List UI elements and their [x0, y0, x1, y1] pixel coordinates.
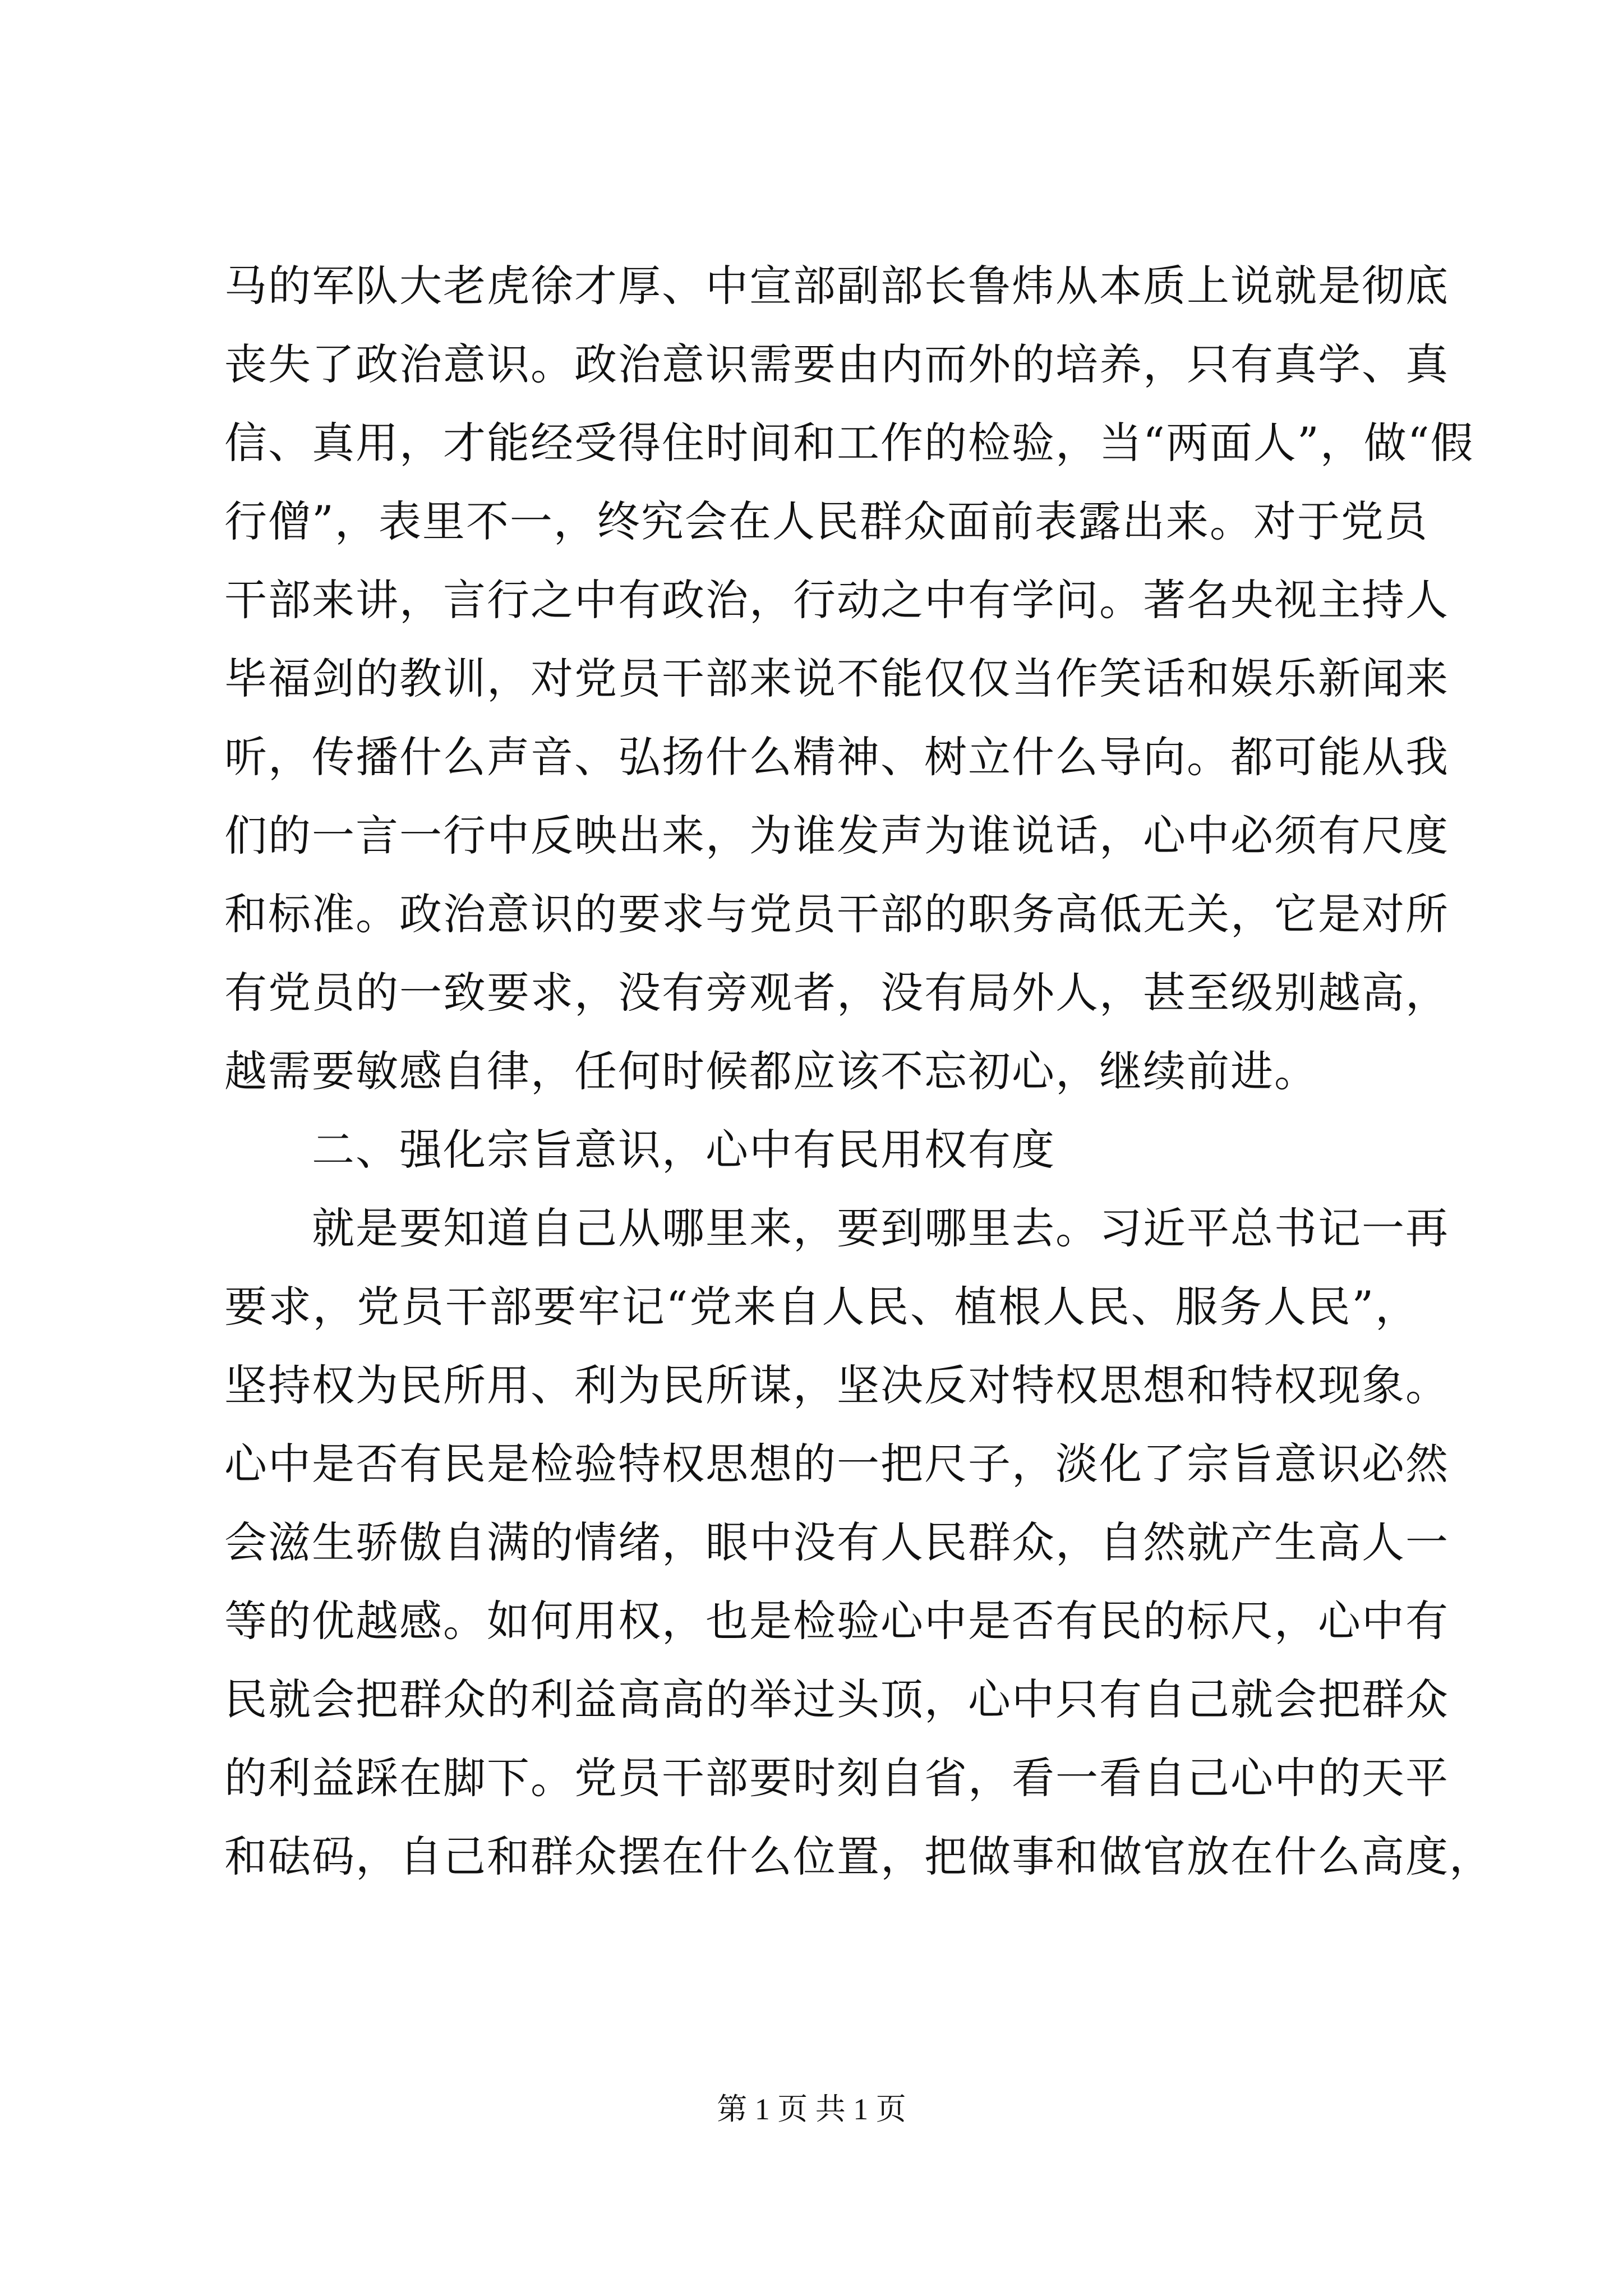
page-footer: 第 1 页 共 1 页 [717, 2092, 906, 2126]
text-line: 要求，党员干部要牢记“党来自人民、植根人民、服务人民”， [224, 1282, 1419, 1332]
body-text [224, 247, 1493, 1896]
text-line: 有党员的一致要求，没有旁观者，没有局外人，甚至级别越高， [224, 968, 1449, 1018]
text-line: 的利益踩在脚下。党员干部要时刻自省，看一看自己心中的天平 [224, 1753, 1449, 1803]
section-heading: 二、强化宗旨意识，心中有民用权有度 [312, 1125, 1055, 1175]
text-line: 和砝码，自己和群众摆在什么位置，把做事和做官放在什么高度， [224, 1832, 1493, 1881]
text-line: 就是要知道自己从哪里来，要到哪里去。习近平总书记一再 [312, 1203, 1449, 1253]
text-line: 行僧”，表里不一，终究会在人民群众面前表露出来。对于党员 [224, 496, 1428, 546]
text-line: 会滋生骄傲自满的情绪，眼中没有人民群众，自然就产生高人一 [224, 1517, 1449, 1567]
text-line: 越需要敏感自律，任何时候都应该不忘初心，继续前进。 [224, 1046, 1318, 1096]
text-line: 们的一言一行中反映出来，为谁发声为谁说话，心中必须有尺度 [224, 811, 1449, 861]
text-line: 民就会把群众的利益高高的举过头顶，心中只有自己就会把群众 [224, 1674, 1449, 1724]
text-line: 心中是否有民是检验特权思想的一把尺子，淡化了宗旨意识必然 [224, 1439, 1449, 1489]
text-line: 马的军队大老虎徐才厚、中宣部副部长鲁炜从本质上说就是彻底 [224, 261, 1449, 311]
text-line: 干部来讲，言行之中有政治，行动之中有学问。著名央视主持人 [224, 575, 1449, 625]
text-line: 听，传播什么声音、弘扬什么精神、树立什么导向。都可能从我 [224, 732, 1449, 782]
text-line: 丧失了政治意识。政治意识需要由内而外的培养，只有真学、真 [224, 339, 1449, 389]
text-line: 等的优越感。如何用权，也是检验心中是否有民的标尺，心中有 [224, 1596, 1449, 1646]
text-line: 和标准。政治意识的要求与党员干部的职务高低无关，它是对所 [224, 889, 1449, 939]
text-line: 信、真用，才能经受得住时间和工作的检验，当“两面人”，做“假 [224, 418, 1474, 468]
text-line: 坚持权为民所用、利为民所谋，坚决反对特权思想和特权现象。 [224, 1360, 1449, 1410]
text-line: 毕福剑的教训，对党员干部来说不能仅仅当作笑话和娱乐新闻来 [224, 654, 1449, 703]
